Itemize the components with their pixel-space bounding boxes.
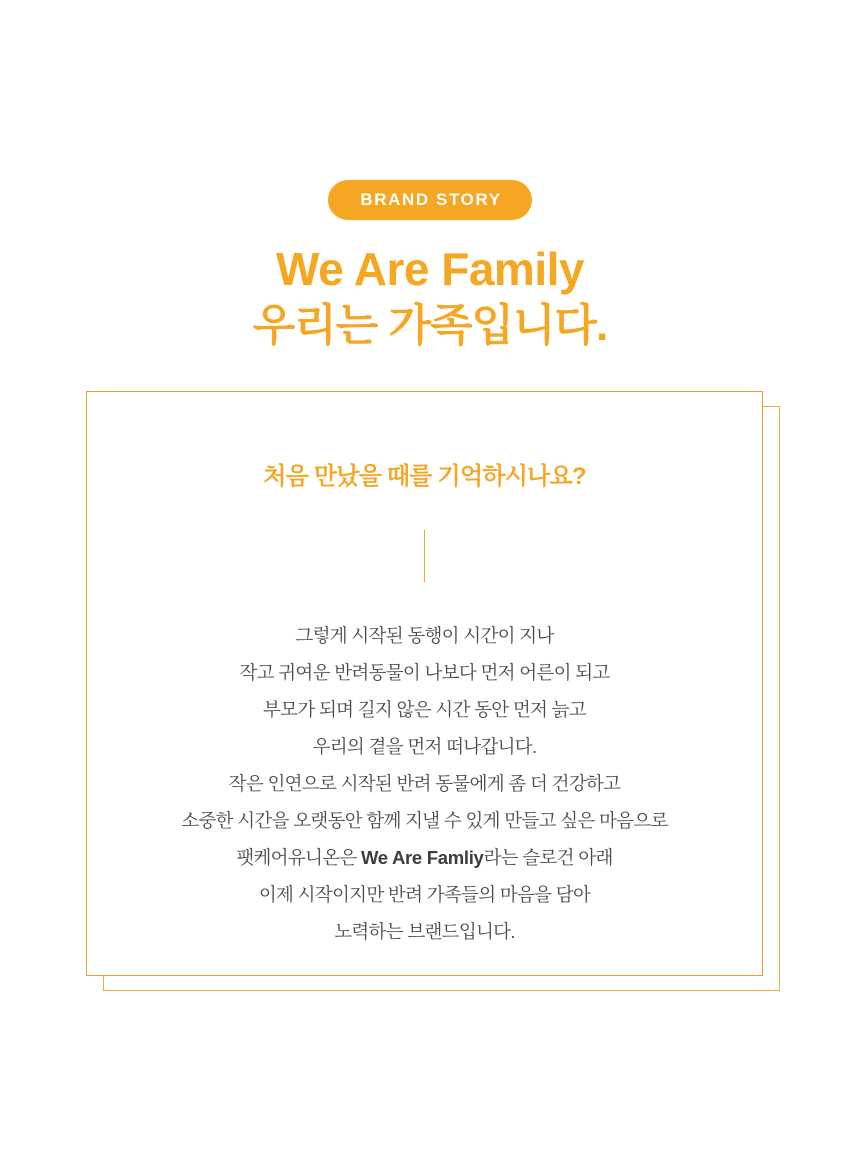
story-line: 그렇게 시작된 동행이 시간이 지나 — [295, 625, 554, 647]
slogan-prefix: 팻케어유니온은 — [236, 847, 361, 869]
story-line: 작고 귀여운 반려동물이 나보다 먼저 어른이 되고 — [239, 662, 610, 684]
brand-story-badge: BRAND STORY — [328, 180, 531, 220]
slogan-suffix: 라는 슬로건 아래 — [483, 847, 613, 869]
story-line: 부모가 되며 길지 않은 시간 동안 먼저 늙고 — [263, 699, 586, 721]
story-question: 처음 만났을 때를 기억하시나요? — [263, 463, 586, 490]
vertical-divider — [424, 530, 425, 582]
story-line: 작은 인연으로 시작된 반려 동물에게 좀 더 건강하고 — [228, 773, 621, 795]
story-line: 이제 시작이지만 반려 가족들의 마음을 담아 — [258, 884, 591, 906]
story-line: 소중한 시간을 오랫동안 함께 지낼 수 있게 만들고 싶은 마음으로 — [181, 810, 668, 832]
slogan-text: We Are Famliy — [360, 847, 484, 869]
heading-korean: 우리는 가족입니다. — [252, 300, 608, 350]
story-line: 우리의 곁을 먼저 떠나갑니다. — [312, 736, 537, 758]
story-slogan-line — [105, 839, 744, 876]
page-title — [0, 243, 860, 353]
story-line: 노력하는 브랜드입니다. — [334, 921, 515, 943]
story-panel — [86, 391, 763, 976]
story-panel-inner — [87, 461, 762, 1044]
heading-english: We Are Family — [276, 243, 584, 295]
story-body — [87, 617, 762, 950]
badge-container — [0, 180, 860, 220]
